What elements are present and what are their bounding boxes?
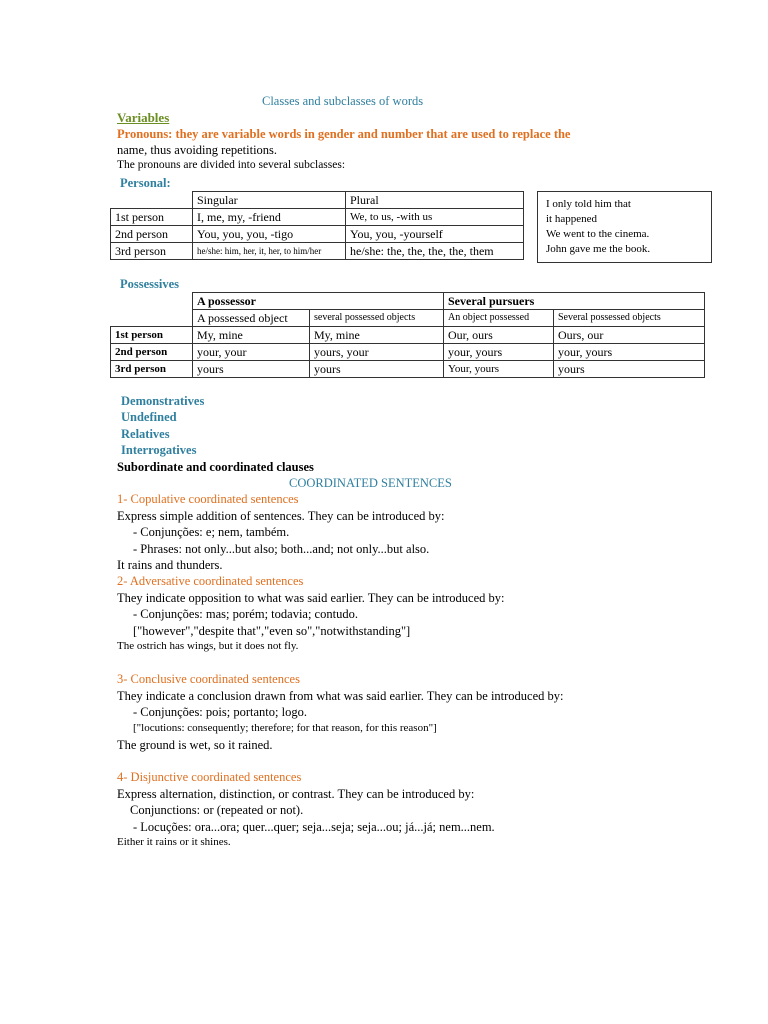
pronouns-line1: Pronouns: they are variable words in gender and number that are used to replace the [117,127,571,141]
table-cell [111,192,193,209]
table-cell: he/she: him, her, it, her, to him/her [193,243,346,260]
subclass-interrogatives: Interrogatives [121,443,197,457]
example-line: I only told him that [546,198,631,210]
table-row [111,243,524,260]
coordinated-heading: COORDINATED SENTENCES [289,476,452,490]
sub-header: A possessed object [193,310,310,327]
conclusive-item1: - Conjunções: pois; portanto; logo. [133,705,307,719]
table-cell: Our, ours [444,327,554,344]
personal-heading: Personal: [120,176,171,190]
clauses-heading: Subordinate and coordinated clauses [117,460,314,474]
table-cell: he/she: the, the, the, the, them [346,243,524,260]
adversative-intro: They indicate opposition to what was said earlier. They can be introduced by: [117,591,505,605]
table-cell: We, to us, -with us [346,209,524,226]
table-cell: your, your [193,344,310,361]
copulative-example: It rains and thunders. [117,558,223,572]
table-row [111,226,524,243]
row-label: 3rd person [111,243,193,260]
conclusive-example: The ground is wet, so it rained. [117,738,273,752]
table-cell: You, you, you, -tigo [193,226,346,243]
personal-pronouns-table [110,191,524,260]
conclusive-item2: ["locutions: consequently; therefore; for that reason, for this reason"] [133,722,437,734]
table-cell: Ours, our [554,327,705,344]
disjunctive-intro: Express alternation, distinction, or contrast. They can be introduced by: [117,787,475,801]
row-label: 2nd person [111,344,193,361]
table-row [111,344,705,361]
subclass-undefined: Undefined [121,410,177,424]
table-row [111,192,524,209]
row-label: 1st person [111,209,193,226]
example-line: John gave me the book. [546,243,651,255]
conclusive-heading: 3- Conclusive coordinated sentences [117,672,300,686]
adversative-heading: 2- Adversative coordinated sentences [117,574,304,588]
table-cell: yours [310,361,444,378]
subclass-demonstratives: Demonstratives [121,394,205,408]
pronouns-line2: name, thus avoiding repetitions. [117,143,278,157]
row-label: 2nd person [111,226,193,243]
table-cell [111,293,193,310]
adversative-item1: - Conjunções: mas; porém; todavia; contudo. [133,607,358,621]
variables-heading: Variables [117,110,170,125]
sub-header: Several possessed objects [554,310,705,327]
subclass-relatives: Relatives [121,427,170,441]
copulative-intro: Express simple addition of sentences. They can be introduced by: [117,509,445,523]
table-cell [111,310,193,327]
copulative-item1: - Conjunções: e; nem, também. [133,525,290,539]
disjunctive-heading: 4- Disjunctive coordinated sentences [117,770,302,784]
table-cell: yours, your [310,344,444,361]
adversative-example: The ostrich has wings, but it does not fly. [117,640,299,652]
adversative-item2: ["however","despite that","even so","notwithstanding"] [133,624,411,638]
table-cell: You, you, -yourself [346,226,524,243]
possessives-heading: Possessives [120,277,180,291]
table-row [111,327,705,344]
table-cell: yours [554,361,705,378]
table-cell: I, me, my, -friend [193,209,346,226]
group-header: Several pursuers [444,293,705,310]
sub-header: An object possessed [444,310,554,327]
table-cell: yours [193,361,310,378]
pronouns-line3: The pronouns are divided into several subclasses: [117,159,346,171]
table-cell: your, yours [444,344,554,361]
table-cell: My, mine [193,327,310,344]
table-header: Plural [346,192,524,209]
table-row [111,293,705,310]
table-row [111,361,705,378]
possessive-pronouns-table [110,292,705,378]
document-title: Classes and subclasses of words [262,94,424,108]
row-label: 3rd person [111,361,193,378]
disjunctive-item2: - Locuções: ora...ora; quer...quer; seja...seja; seja...ou; já...já; nem...nem. [133,820,495,834]
sub-header: several possessed objects [310,310,444,327]
example-line: it happened [546,213,598,225]
example-line: We went to the cinema. [546,228,650,240]
table-cell: Your, yours [444,361,554,378]
copulative-heading: 1- Copulative coordinated sentences [117,492,299,506]
table-cell: My, mine [310,327,444,344]
table-header: Singular [193,192,346,209]
table-cell: your, yours [554,344,705,361]
conclusive-intro: They indicate a conclusion drawn from what was said earlier. They can be introduced by: [117,689,564,703]
row-label: 1st person [111,327,193,344]
disjunctive-example: Either it rains or it shines. [117,836,231,848]
table-row [111,209,524,226]
disjunctive-item1: Conjunctions: or (repeated or not). [130,803,304,817]
group-header: A possessor [193,293,444,310]
pronouns-definition [117,127,570,142]
examples-box [537,191,712,263]
copulative-item2: - Phrases: not only...but also; both...and; not only...but also. [133,542,430,556]
table-row [111,310,705,327]
